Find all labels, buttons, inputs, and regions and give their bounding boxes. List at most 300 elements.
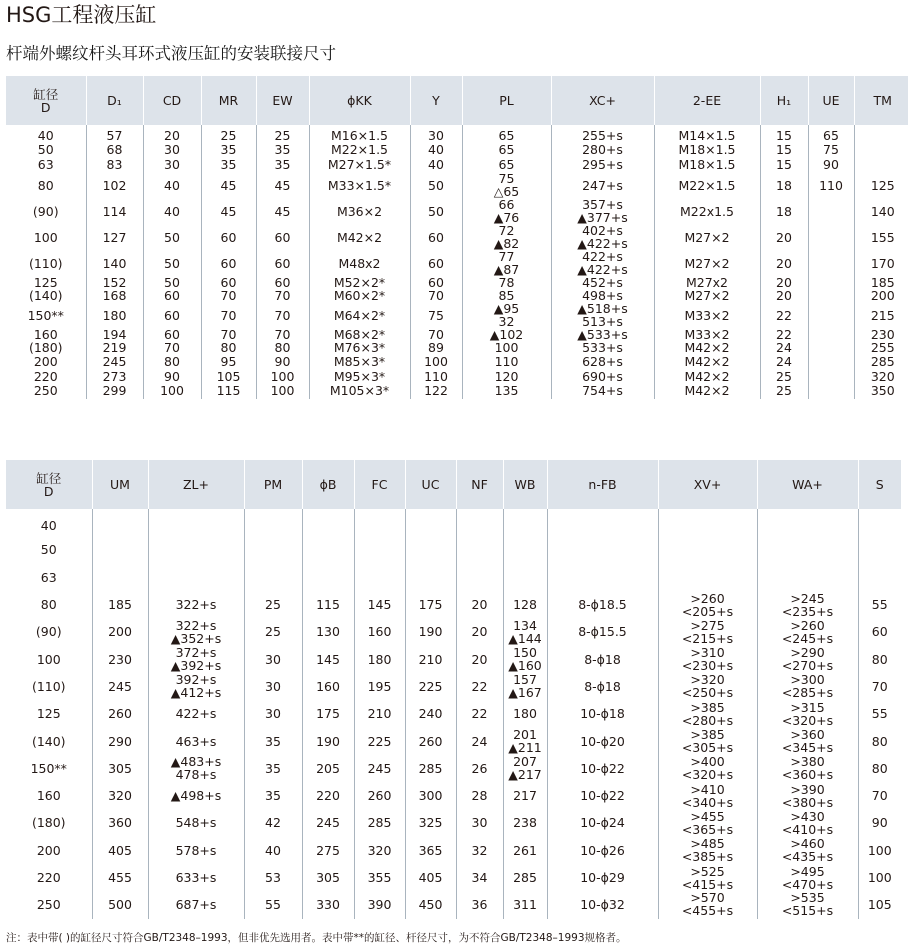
table-row [6,369,908,384]
table-cell: 75 [808,142,854,157]
table-cell: 75 △65 [462,172,551,198]
table-cell: 70 80 [256,328,309,354]
table-cell: 30 [244,673,302,700]
table-cell: 60 [201,250,256,276]
table-cell: 40 [410,157,462,172]
table-cell: 285 [354,809,405,836]
table-cell: >390 <380+s [757,782,858,809]
table-cell: >525 <415+s [658,864,757,891]
table-cell: 15 [760,125,808,142]
table-row [6,727,901,754]
table-cell [92,509,148,536]
table-cell [405,564,456,591]
table-cell: 100 [410,354,462,369]
table-cell: 40 [143,172,201,198]
table-cell: 300 [405,782,456,809]
table-cell: 28 [456,782,503,809]
table-cell [808,328,854,354]
table-cell: 50 60 [143,276,201,302]
table-cell: 95 [201,354,256,369]
table-cell: 83 [86,157,143,172]
table-row [6,354,908,369]
table-cell: 90 [143,369,201,384]
table-row [6,302,908,328]
table-cell: 215 [870,307,895,323]
table-cell: 285 [503,864,547,891]
table-cell [858,536,901,563]
table-row [6,755,901,782]
table-cell: 50 [6,536,92,563]
table-cell: 240 [405,700,456,727]
table-cell: >310 <230+s [658,645,757,672]
table-cell: >245 <235+s [757,591,858,618]
table-cell: 455 [92,864,148,891]
table-cell: 122 [410,384,462,399]
table-row [6,591,901,618]
table-cell [302,509,354,536]
table-cell: >360 <345+s [757,727,858,754]
table-cell: 20 [456,645,503,672]
table-cell: >400 <320+s [658,755,757,782]
table-cell [354,536,405,563]
table-cell: 114 [86,198,143,224]
table-cell: 22 [456,673,503,700]
table-cell [354,509,405,536]
table-cell: 100 [867,842,892,858]
table-cell: 63 [6,157,86,172]
table-cell: 290 [92,727,148,754]
table-cell: M33×2 M42×2 [654,328,760,354]
table-cell: 247+s [551,172,654,198]
table-cell: ▲518+s 513+s [551,302,654,328]
table-cell [503,564,547,591]
table-cell: M22×1.5 [654,172,760,198]
table-cell: 201 ▲211 [503,727,547,754]
table-cell: 45 [256,198,309,224]
table-cell [858,509,901,536]
column-header: H₁ [760,76,808,125]
table-row [6,276,908,302]
table-cell: 210 [405,645,456,672]
column-header: 缸径 D [6,76,86,125]
table-cell: 405 [405,864,456,891]
table-cell: M22x1.5 [654,198,760,224]
column-header: ϕKK [309,76,410,125]
table-cell: 120 [462,369,551,384]
table-cell: M18×1.5 [654,157,760,172]
table-cell: M16×1.5 [309,125,410,142]
table-cell: 190 [405,618,456,645]
table-cell: 160 (180) [6,328,86,354]
table-cell: 30 [244,700,302,727]
table-cell: M18×1.5 [654,142,760,157]
table-cell: 102 [86,172,143,198]
table-cell [456,536,503,563]
table-cell: 40 [143,198,201,224]
dimension-table-1 [6,76,908,399]
table-cell: 754+s [551,384,654,399]
table-cell: 60 70 [201,276,256,302]
table-cell [405,536,456,563]
table-cell [547,509,658,536]
table-cell: 35 [244,782,302,809]
table-cell: 60 70 [256,276,309,302]
column-header: WB [503,460,547,509]
table-cell: 450 [405,891,456,919]
table-cell: 180 [86,302,143,328]
table-cell: 225 [405,673,456,700]
table-cell: 65 [462,157,551,172]
table-cell: 50 [6,142,86,157]
table-cell: >535 <515+s [757,891,858,919]
table-cell: >485 <385+s [658,837,757,864]
table-cell: 45 [201,172,256,198]
table-cell: 24 [760,354,808,369]
table-row [6,782,901,809]
table-cell: 125 (140) [6,276,86,302]
column-header: PM [244,460,302,509]
table-cell: 66 ▲76 [462,198,551,224]
column-header: UM [92,460,148,509]
table-row [6,891,901,919]
table-cell: 100 [143,384,201,399]
table-cell: 238 [503,809,547,836]
table-cell [354,564,405,591]
table-cell: 100 [6,645,92,672]
table-cell: 220 [302,782,354,809]
table-cell: >455 <365+s [658,809,757,836]
table-cell: 305 [92,755,148,782]
table-cell: 20 [143,125,201,142]
table-cell: (90) [6,198,86,224]
table-cell: 160 [302,673,354,700]
table-row [6,384,908,399]
table-cell: 15 [760,142,808,157]
table-cell: 422+s [148,700,244,727]
table-cell: 150** [6,755,92,782]
table-cell: 18 [760,198,808,224]
table-cell [808,369,854,384]
table-cell [658,536,757,563]
table-cell: 275 [302,837,354,864]
table-cell: 8-ϕ15.5 [547,618,658,645]
table-cell: 20 [456,618,503,645]
table-cell: (110) [6,673,92,700]
table-cell: 24 [456,727,503,754]
table-cell [92,564,148,591]
table-cell: ▲533+s 533+s [551,328,654,354]
table-cell: >275 <215+s [658,618,757,645]
table-cell: 185 [92,591,148,618]
table-cell: 125 [870,177,895,193]
table-cell: 245 [302,809,354,836]
table-cell [302,536,354,563]
table-cell: 50 [143,224,201,250]
table-cell: 25 [760,369,808,384]
table-cell: 261 [503,837,547,864]
table-cell: M42×2 [654,369,760,384]
table-cell: 150** [6,302,86,328]
table-cell: 125 [6,700,92,727]
table-cell: 8-ϕ18 [547,645,658,672]
table-cell: 40 [6,125,86,142]
table-cell: 60 [410,250,462,276]
table-cell: 140 [870,203,895,219]
table-cell: 180 [503,700,547,727]
table-cell: 225 [354,727,405,754]
table-cell: 195 [354,673,405,700]
table-cell: 25 [244,591,302,618]
column-header: 2-EE [654,76,760,125]
table-cell [757,509,858,536]
table-cell: 20 [760,250,808,276]
table-cell: 170 [870,255,895,271]
table-cell: 53 [244,864,302,891]
table-cell: 217 [503,782,547,809]
table-cell [658,564,757,591]
table-cell: >495 <470+s [757,864,858,891]
table-cell: 70 [256,302,309,328]
table-cell: 22 [456,700,503,727]
table-cell: 134 ▲144 [503,618,547,645]
table-cell: 100 [256,384,309,399]
table-cell: M27×1.5* [309,157,410,172]
table-cell: 55 [871,597,888,613]
table-cell: 10-ϕ29 [547,864,658,891]
table-cell: 65 [462,142,551,157]
table-cell: >260 <205+s [658,591,757,618]
table-cell: 255+s [551,125,654,142]
table-cell: 25 [760,384,808,399]
table-cell [808,224,854,250]
table-cell: 78 85 [462,276,551,302]
table-cell: >430 <410+s [757,809,858,836]
table-cell: 18 [760,172,808,198]
table-cell: (180) [6,809,92,836]
table-cell: 463+s [148,727,244,754]
table-cell: 194 219 [86,328,143,354]
table-cell: 260 [354,782,405,809]
table-cell: 245 [92,673,148,700]
table-cell: 110 [808,172,854,198]
table-cell: 35 [256,157,309,172]
table-cell: 20 [456,591,503,618]
table-cell [148,509,244,536]
table-cell: ▲102 100 [462,328,551,354]
table-cell: 320 [92,782,148,809]
table-cell: 90 [871,815,888,831]
table-cell: 65 [808,125,854,142]
table-cell: 45 [201,198,256,224]
table-cell: 200 [6,837,92,864]
table-cell: ▲498+s [148,782,244,809]
footnote: 注：表中带( )的缸径尺寸符合GB/T2348–1993，但非优先选用者。表中带**的缸径、杆径尺寸，为不符合GB/T2348–1993规格者。 [6,932,627,944]
table-cell: M27x2 M27×2 [654,276,760,302]
table-cell: 30 [143,157,201,172]
table-cell [148,564,244,591]
table-cell: 160 [6,782,92,809]
table-cell: >380 <360+s [757,755,858,782]
column-header: TM [854,76,908,125]
table-cell: 55 [871,706,888,722]
column-header: FC [354,460,405,509]
table-cell [808,250,854,276]
table-cell: 10-ϕ20 [547,727,658,754]
table-cell: 57 [86,125,143,142]
table-cell: 285 [405,755,456,782]
table-row [6,172,908,198]
table-cell: 633+s [148,864,244,891]
table-cell: 207 ▲217 [503,755,547,782]
table-cell: 628+s [551,354,654,369]
table-cell [503,536,547,563]
table-cell: M64×2* [309,302,410,328]
table-cell: M52×2* M60×2* [309,276,410,302]
table-cell [456,564,503,591]
table-cell: 365 [405,837,456,864]
table-cell: 60 [256,250,309,276]
table-cell [854,157,908,172]
table-cell: 90 [808,157,854,172]
table-cell: 8-ϕ18.5 [547,591,658,618]
table-cell [244,564,302,591]
column-header: n-FB [547,460,658,509]
table-cell: 320 [870,369,895,384]
table-cell: 20 20 [760,276,808,302]
table-cell: M85×3* [309,354,410,369]
table-cell: 40 [6,509,92,536]
table-cell [503,509,547,536]
table-cell: 35 [201,157,256,172]
table-cell: 145 [354,591,405,618]
table-cell: (110) [6,250,86,276]
table-cell: 452+s 498+s [551,276,654,302]
table-cell: 190 [302,727,354,754]
column-header: WA+ [757,460,858,509]
table-cell: >290 <270+s [757,645,858,672]
table-cell: 26 [456,755,503,782]
table-cell [808,354,854,369]
table-cell: M27×2 [654,224,760,250]
table-cell: 115 [201,384,256,399]
table-cell: >385 <280+s [658,700,757,727]
table-cell: 75 [410,302,462,328]
table-cell: 72 ▲82 [462,224,551,250]
table-cell [808,198,854,224]
table-cell: 405 [92,837,148,864]
table-cell: 80 [6,591,92,618]
column-header: PL [462,76,551,125]
table-cell: 25 [201,125,256,142]
table-cell: 30 [244,645,302,672]
table-cell: 250 [6,891,92,919]
table-cell: 180 [354,645,405,672]
table-cell: 372+s ▲392+s [148,645,244,672]
table-cell: 10-ϕ22 [547,755,658,782]
table-cell: 392+s ▲412+s [148,673,244,700]
table-cell: 690+s [551,369,654,384]
table-cell [854,142,908,157]
table-cell: 35 [244,727,302,754]
table-cell: M14×1.5 [654,125,760,142]
table-cell: M27×2 [654,250,760,276]
table-cell: 50 [143,250,201,276]
table-cell: 90 [256,354,309,369]
column-header: D₁ [86,76,143,125]
table-cell: 115 [302,591,354,618]
table-cell: M68×2* M76×3* [309,328,410,354]
table-cell: 65 [462,125,551,142]
table-cell: 63 [6,564,92,591]
table-cell: 40 [410,142,462,157]
table-cell: 50 [410,172,462,198]
table-cell: 280+s [551,142,654,157]
page-title: HSG工程液压缸 [6,3,157,27]
table-cell: ▲483+s 478+s [148,755,244,782]
table-cell: 60 70 [143,328,201,354]
column-header: ZL+ [148,460,244,509]
table-cell: 285 [870,354,895,369]
table-cell: 175 [405,591,456,618]
table-cell: 422+s ▲422+s [551,250,654,276]
table-cell: M36×2 [309,198,410,224]
column-header: Y [410,76,462,125]
table-cell: 80 [143,354,201,369]
table-cell: >570 <455+s [658,891,757,919]
table-cell: >460 <435+s [757,837,858,864]
table-cell: 50 [410,198,462,224]
table-cell: 155 [870,229,895,245]
table-cell [808,302,854,328]
table-cell: 500 [92,891,148,919]
table-cell: 150 ▲160 [503,645,547,672]
table-cell: 157 ▲167 [503,673,547,700]
table-cell: 34 [456,864,503,891]
table-row [6,700,901,727]
table-cell: M95×3* [309,369,410,384]
column-header: ϕB [302,460,354,509]
table-cell: 135 [462,384,551,399]
table-cell: 20 [760,224,808,250]
table-cell [808,384,854,399]
table-cell: M42×2 [309,224,410,250]
table-cell: 42 [244,809,302,836]
table-cell: 35 [244,755,302,782]
column-header: NF [456,460,503,509]
table-cell: 390 [354,891,405,919]
table-cell: (90) [6,618,92,645]
table-cell: M48x2 [309,250,410,276]
table-cell: 245 [86,354,143,369]
table-cell: 35 [201,142,256,157]
table-cell: 70 [201,302,256,328]
table-cell: 60 [143,302,201,328]
table-cell: 22 24 [760,328,808,354]
table-cell: 127 [86,224,143,250]
table-cell: M105×3* [309,384,410,399]
table-cell: 322+s [148,591,244,618]
table-cell: 152 168 [86,276,143,302]
column-header: XV+ [658,460,757,509]
table-cell: 80 [871,760,888,776]
table-cell: 273 [86,369,143,384]
table-cell: 230 [92,645,148,672]
table-cell: >260 <245+s [757,618,858,645]
table-cell: 402+s ▲422+s [551,224,654,250]
column-header: UE [808,76,854,125]
table-cell [757,536,858,563]
table-cell: 10-ϕ32 [547,891,658,919]
